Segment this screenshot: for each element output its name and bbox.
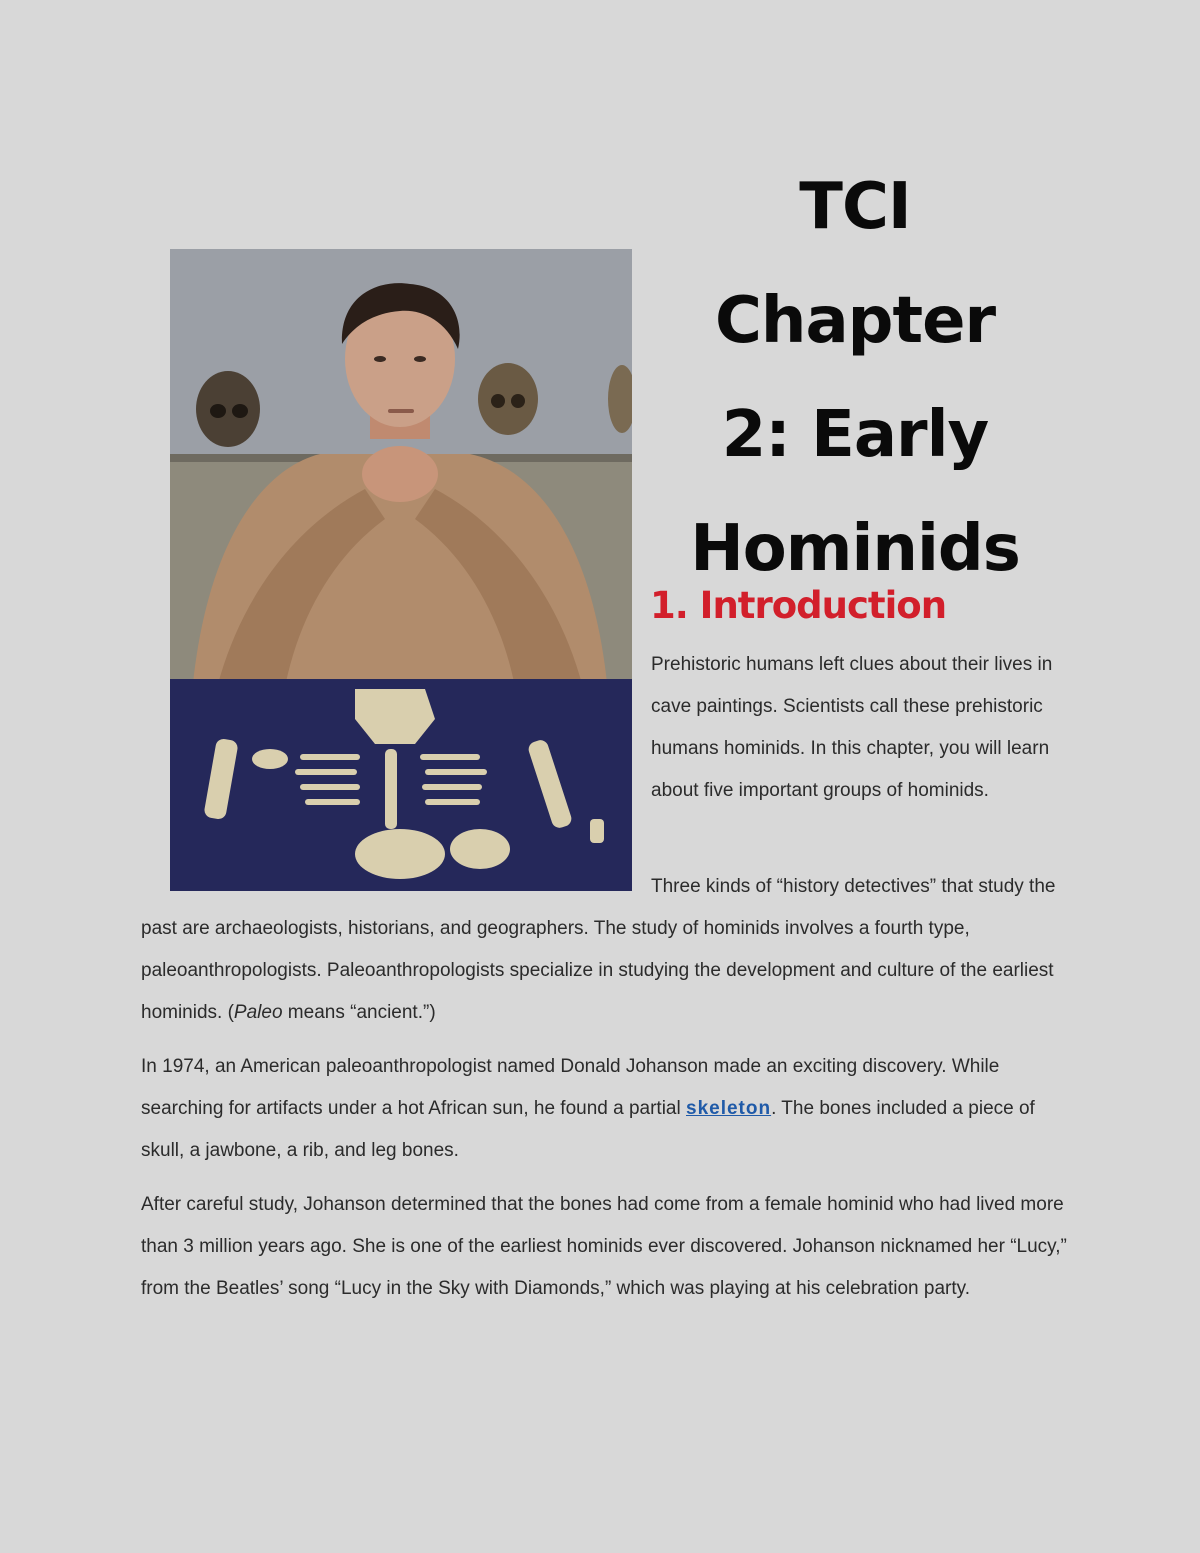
paragraph-johanson-text: In 1974, an American paleoanthropologist named Donald Johanson made an exciting discovery. While searching for artifacts under a hot African sun, he found a partial [141,1056,1000,1119]
paragraph-johanson-discovery [141,1046,1076,1172]
chapter-title-line-2: 2: Early [721,398,989,472]
paragraph-history-detectives-end: means “ancient.”) [282,1002,436,1023]
paragraph-lucy: After careful study, Johanson determined that the bones had come from a female hominid who had lived more than 3 million years ago. She is one of the earliest hominids ever discovered. Johanson nicknamed her “Lucy,” from the Beatles’ song “Lucy in the Sky with Diamonds,” which was playing at his celebration party. [141,1194,1067,1299]
chapter-title [650,150,1060,606]
photo-johanson-with-skeleton [170,249,632,891]
paragraph-johanson-end: . The bones included a piece of skull, a jawbone, a rib, and leg bones. [141,1098,1035,1161]
paragraph-history-detectives-text: Three kinds of “history detectives” that study the past are archaeologists, historians, and geographers. The study of hominids involves a fourth type, paleoanthropologists. Paleoanthropologists specialize in studying the development and culture of the earliest hominids. ( [141,876,1056,1023]
body-text [141,866,1076,1322]
paleo-term: Paleo [233,1002,283,1023]
section-heading-introduction: 1. Introduction [650,584,947,627]
chapter-title-line-3: Hominids [690,512,1020,586]
paragraph-history-detectives [141,866,1076,1034]
skeleton-link[interactable]: skeleton [686,1098,772,1119]
paragraph-intro: Prehistoric humans left clues about their lives in cave paintings. Scientists call these prehistoric humans hominids. In this chapter, you will learn about five important groups of hominids. [651,654,1053,801]
chapter-title-line-1: TCI Chapter [714,170,996,358]
